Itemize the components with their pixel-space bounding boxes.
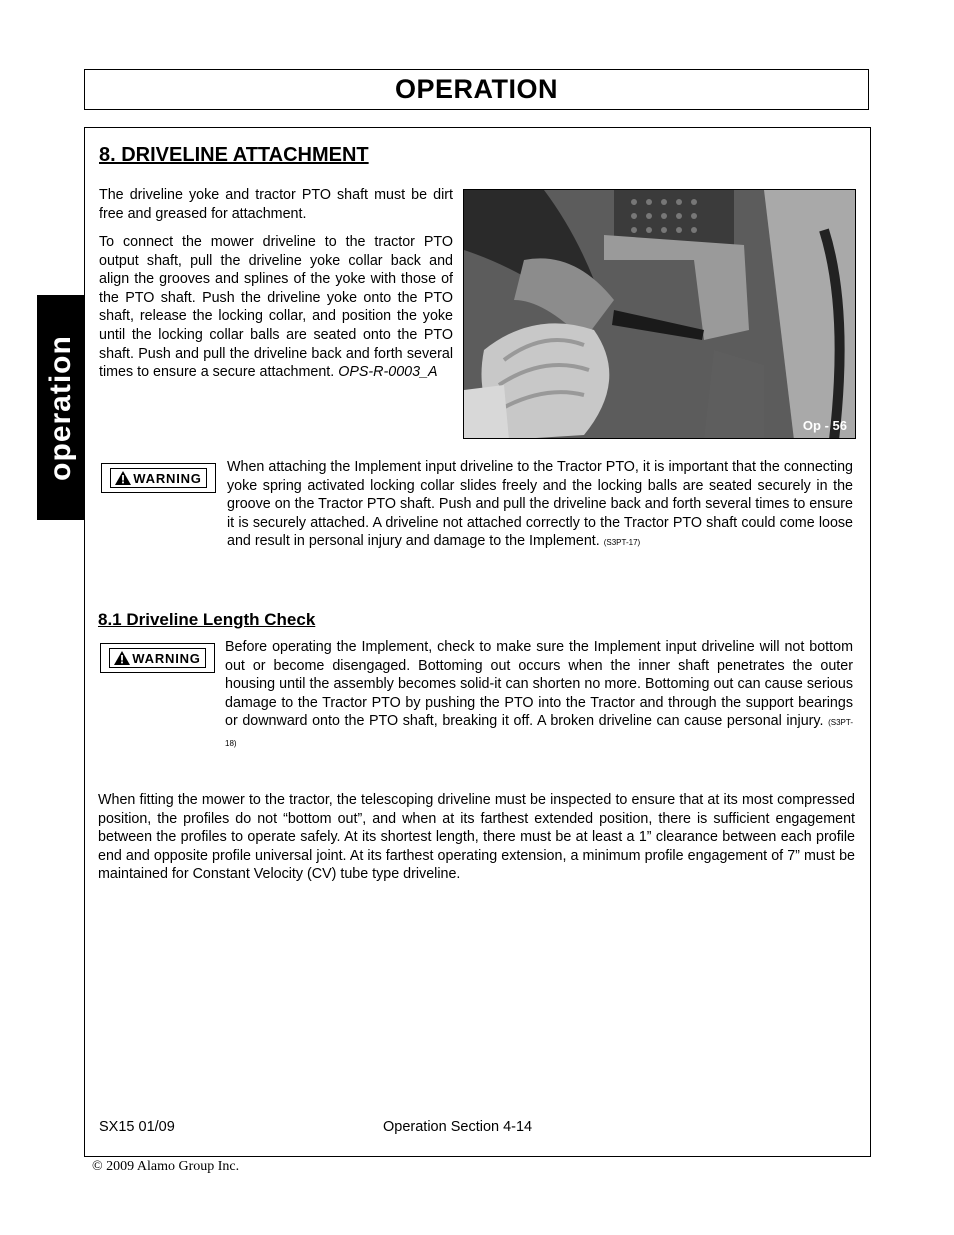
photo-label: Op - 56 — [802, 418, 847, 433]
warning-badge-text: WARNING — [132, 650, 201, 666]
section-title: 8. DRIVELINE ATTACHMENT — [99, 144, 369, 166]
warning-text: When attaching the Implement input driveline to the Tractor PTO, it is important that the connecting yoke spring activated locking collar slides freely and the locking balls are seated securely in the groove on the Tractor PTO shaft. Push and pull the driveline back and forth several times to ensure it is securely attached. A driveline not attached correctly to the Tractor PTO shaft could come loose and result in personal injury and damage to the Implement. — [227, 459, 853, 550]
footer-model: SX15 01/09 — [99, 1119, 175, 1135]
section-side-tab — [37, 295, 84, 520]
warning-triangle-icon — [114, 651, 130, 665]
warning-badge-text: WARNING — [133, 470, 202, 486]
intro-paragraph: The driveline yoke and tractor PTO shaft must be dirt free and greased for attachment. — [99, 187, 453, 222]
footer-page-number: Operation Section 4-14 — [383, 1119, 533, 1135]
page-header — [84, 69, 869, 110]
steps-reference: OPS-R-0003_A — [338, 364, 438, 381]
warning-text-2: Before operating the Implement, check to make sure the Implement input driveline will not bottom out or become disengaged. Bottoming out occurs when the inner shaft penetrates the outer housing until the assembly becomes solid-it can shorten no more. Bottoming out can cause serious damage to the Tractor PTO by pushing the PTO into the Tractor and through the support bearings or downward onto the PTO shaft, breaking it off. A broken driveline can cause personal injury. — [225, 639, 853, 730]
driveline-photo — [463, 189, 856, 439]
copyright-notice: © 2009 Alamo Group Inc. — [92, 1159, 240, 1174]
warning-badge-2 — [100, 643, 215, 673]
photo-illustration — [464, 190, 856, 439]
warning-code: (S3PT-17) — [603, 538, 641, 548]
warning-paragraph — [227, 458, 853, 553]
steps-paragraph — [99, 233, 453, 382]
page-header-title: OPERATION — [394, 74, 558, 104]
steps-text: To connect the mower driveline to the tractor PTO output shaft, pull the driveline yoke collar back and align the grooves and splines of the yoke with those of the PTO shaft. Push the driveline yoke onto the PTO shaft, release the locking collar, and position the yoke until the locking collar balls are seated onto the PTO shaft. Push and pull the driveline back and forth several times to ensure a secure attachment. — [99, 234, 453, 381]
side-tab-label: operation — [43, 334, 77, 481]
subsection-title: 8.1 Driveline Length Check — [98, 610, 316, 629]
warning-triangle-icon — [115, 471, 131, 485]
warning-badge-inner-2 — [109, 648, 205, 668]
warning-badge — [101, 463, 216, 493]
warning-paragraph-2 — [225, 638, 853, 754]
warning-badge-inner — [110, 468, 206, 488]
body-paragraph: When fitting the mower to the tractor, the telescoping driveline must be inspected to ensure that at its most compressed position, the profiles do not “bottom out”, and when at its farthest extended position, there is sufficient engagement between the profiles to operate safely. At its shortest length, there must be at least a 1” clearance between each profile end and opposite profile universal joint. At its farthest operating extension, a minimum profile engagement of 7” must be maintained for Constant Velocity (CV) tube type driveline. — [98, 792, 855, 883]
warning-code-2: (S3PT-18) — [225, 718, 853, 748]
